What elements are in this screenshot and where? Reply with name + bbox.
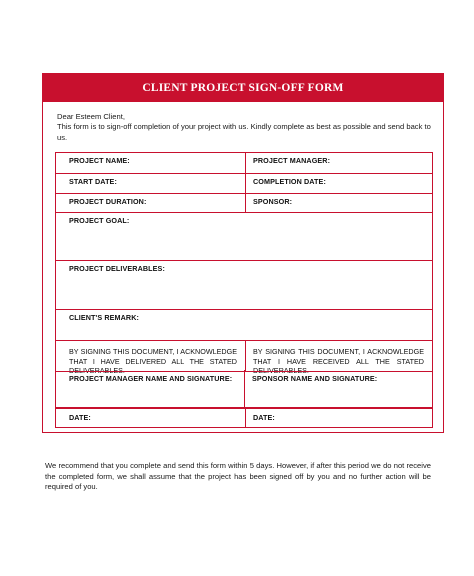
- date-right-field[interactable]: [246, 409, 432, 427]
- date-left-field[interactable]: [56, 409, 246, 427]
- completion-date-field[interactable]: [246, 174, 432, 193]
- table-row: [56, 153, 432, 173]
- sponsor-label: SPONSOR:: [253, 197, 293, 206]
- signature-rows: [55, 370, 433, 408]
- project-deliverables-label: PROJECT DELIVERABLES:: [69, 264, 165, 273]
- project-name-field[interactable]: [56, 153, 246, 173]
- form-title: CLIENT PROJECT SIGN-OFF FORM: [42, 73, 444, 102]
- intro-paragraph: This form is to sign-off completion of your project with us. Kindly complete as best as possible and send back to us.: [57, 122, 431, 142]
- start-date-field[interactable]: [56, 174, 246, 193]
- project-deliverables-field[interactable]: [56, 261, 432, 309]
- clients-remark-label: CLIENT'S REMARK:: [69, 313, 139, 322]
- table-row: [56, 260, 432, 309]
- project-goal-field[interactable]: [56, 213, 432, 260]
- sponsor-signature-label: SPONSOR NAME AND SIGNATURE:: [252, 374, 378, 383]
- manager-declaration: [56, 341, 246, 376]
- start-date-label: START DATE:: [69, 177, 117, 186]
- sponsor-field[interactable]: [246, 194, 432, 212]
- date-row: [55, 408, 433, 428]
- date-left-label: DATE:: [69, 413, 91, 422]
- greeting: Dear Esteem Client,: [57, 112, 125, 121]
- sign-off-table: [55, 152, 433, 376]
- table-row: [56, 193, 432, 212]
- table-row: [56, 173, 432, 193]
- intro-text: [57, 112, 435, 143]
- project-duration-field[interactable]: [56, 194, 246, 212]
- completion-date-label: COMPLETION DATE:: [253, 177, 326, 186]
- sponsor-declaration: [246, 341, 432, 376]
- sponsor-signature-field[interactable]: [245, 370, 433, 408]
- project-manager-field[interactable]: [246, 153, 432, 173]
- project-duration-label: PROJECT DURATION:: [69, 197, 147, 206]
- project-goal-label: PROJECT GOAL:: [69, 216, 130, 225]
- pm-signature-label: PROJECT MANAGER NAME AND SIGNATURE:: [69, 374, 233, 383]
- table-row: [56, 309, 432, 340]
- sponsor-declaration-text: BY SIGNING THIS DOCUMENT, I ACKNOWLEDGE THAT I HAVE RECEIVED ALL THE STATED DELIVERABLES.: [253, 347, 424, 376]
- table-row: [56, 340, 432, 376]
- project-name-label: PROJECT NAME:: [69, 156, 130, 165]
- table-row: [56, 212, 432, 260]
- pm-signature-field[interactable]: [55, 370, 245, 408]
- manager-declaration-text: BY SIGNING THIS DOCUMENT, I ACKNOWLEDGE THAT I HAVE DELIVERED ALL THE STATED DELIVERABLES.: [69, 347, 237, 376]
- date-right-label: DATE:: [253, 413, 275, 422]
- footer-note: We recommend that you complete and send this form within 5 days. However, if after this period we do not receive the completed form, we shall assume that the project has been signed off by you and no further action will be required of you.: [45, 461, 431, 492]
- project-manager-label: PROJECT MANAGER:: [253, 156, 331, 165]
- clients-remark-field[interactable]: [56, 310, 432, 340]
